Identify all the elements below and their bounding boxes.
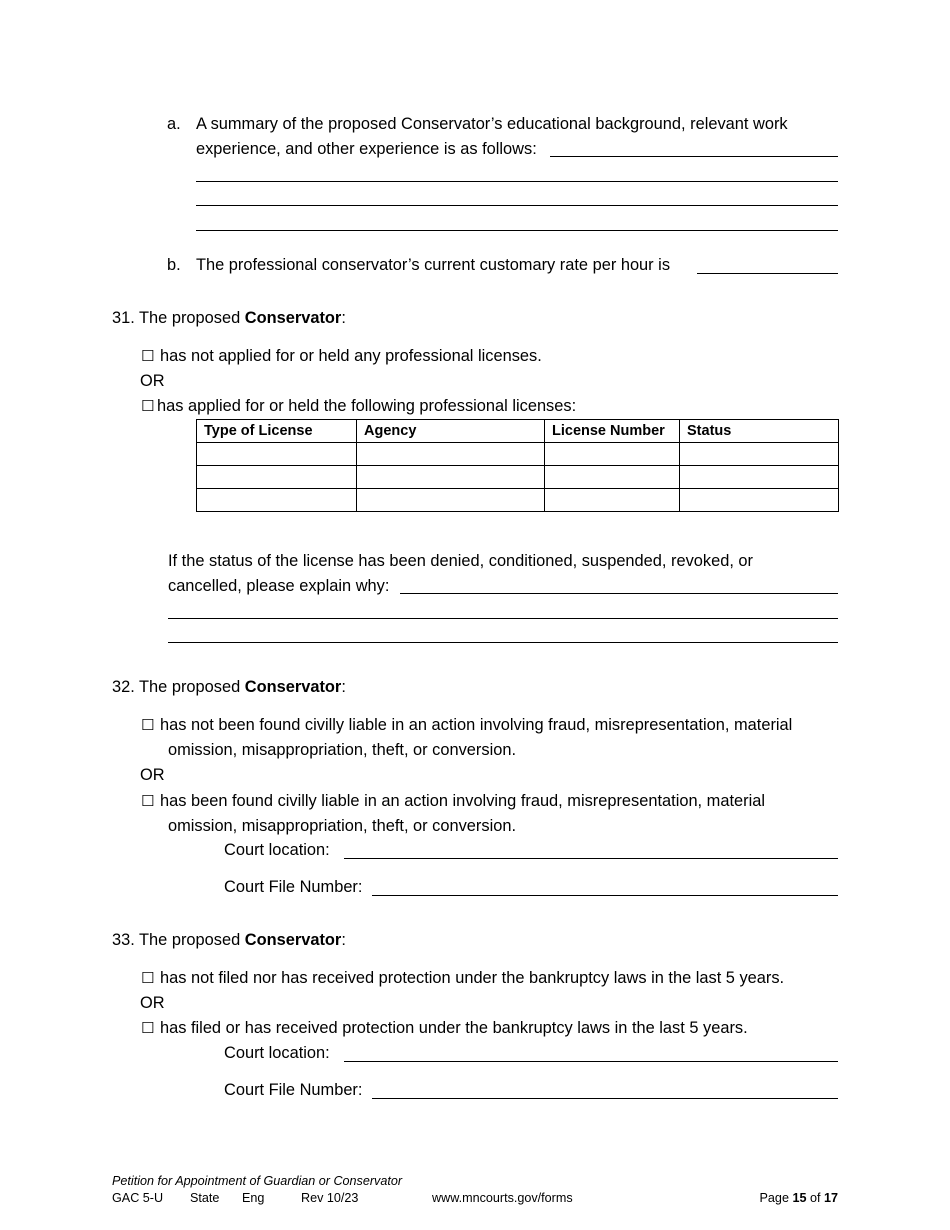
footer-url[interactable]: www.mncourts.gov/forms: [432, 1191, 573, 1205]
header-type-of-license: Type of License: [197, 420, 357, 443]
q31-option1-label: has not applied for or held any professional licenses.: [160, 347, 542, 365]
q31-heading: 31. The proposed Conservator:: [112, 309, 346, 327]
q32-option1-checkbox[interactable]: ☐: [141, 716, 155, 734]
q32-option2: [141, 791, 765, 811]
q32-option1: [141, 715, 792, 735]
footer-revision: Rev 10/23: [301, 1191, 359, 1205]
table-cell[interactable]: [680, 489, 839, 512]
experience-field-line4[interactable]: [196, 230, 838, 231]
header-license-number: License Number: [545, 420, 680, 443]
license-table: [196, 419, 839, 512]
table-cell[interactable]: [680, 443, 839, 466]
q33-option2-label: has filed or has received protection under the bankruptcy laws in the last 5 years.: [160, 1019, 748, 1037]
table-cell[interactable]: [545, 443, 680, 466]
q31-option2-label: has applied for or held the following professional licenses:: [157, 397, 577, 415]
q32-option1-label-cont: omission, misappropriation, theft, or conversion.: [168, 741, 517, 759]
item-b-text: The professional conservator’s current customary rate per hour is: [196, 256, 671, 274]
header-status: Status: [680, 420, 839, 443]
footer-form-title: Petition for Appointment of Guardian or Conservator: [112, 1174, 403, 1188]
q32-court-location-label: Court location:: [224, 841, 330, 859]
q32-heading: 32. The proposed Conservator:: [112, 678, 346, 696]
q32-option2-label-cont: omission, misappropriation, theft, or conversion.: [168, 817, 517, 835]
q32-court-file-label: Court File Number:: [224, 878, 363, 896]
q33-option1-checkbox[interactable]: ☐: [141, 969, 155, 987]
footer-language: Eng: [242, 1191, 265, 1205]
table-cell[interactable]: [357, 466, 545, 489]
q33-option2-checkbox[interactable]: ☐: [141, 1019, 155, 1037]
experience-field-line1[interactable]: [550, 156, 838, 157]
q31-option1: [141, 346, 542, 366]
q32-option2-checkbox[interactable]: ☐: [141, 792, 155, 810]
footer-page-number: Page 15 of 17: [759, 1191, 838, 1205]
table-cell[interactable]: [545, 489, 680, 512]
q33-court-location-label: Court location:: [224, 1044, 330, 1062]
q32-option1-label: has not been found civilly liable in an action involving fraud, misrepresentation, material: [160, 716, 793, 734]
table-row: [197, 443, 839, 466]
q31-explain-line1: If the status of the license has been denied, conditioned, suspended, revoked, or: [168, 552, 753, 570]
q33-court-location-field[interactable]: [344, 1061, 838, 1062]
footer-form-code: GAC 5-U: [112, 1191, 164, 1205]
q33-court-file-field[interactable]: [372, 1098, 838, 1099]
item-a-marker: a.: [167, 115, 181, 133]
explain-field-line1[interactable]: [400, 593, 838, 594]
q33-option1: [141, 968, 784, 988]
explain-field-line2[interactable]: [168, 618, 838, 619]
table-cell[interactable]: [357, 443, 545, 466]
table-cell[interactable]: [680, 466, 839, 489]
item-b-marker: b.: [167, 256, 181, 274]
table-cell[interactable]: [357, 489, 545, 512]
q32-option2-label: has been found civilly liable in an action involving fraud, misrepresentation, material: [160, 792, 765, 810]
q32-court-location-field[interactable]: [344, 858, 838, 859]
q33-court-file-label: Court File Number:: [224, 1081, 363, 1099]
table-cell[interactable]: [197, 489, 357, 512]
header-agency: Agency: [357, 420, 545, 443]
hourly-rate-field[interactable]: [697, 273, 838, 274]
q31-explain-line2: cancelled, please explain why:: [168, 577, 390, 595]
table-cell[interactable]: [545, 466, 680, 489]
q32-court-file-field[interactable]: [372, 895, 838, 896]
q33-option1-label: has not filed nor has received protection under the bankruptcy laws in the last 5 years.: [160, 969, 785, 987]
table-row: [197, 489, 839, 512]
q31-option2-checkbox[interactable]: ☐: [141, 397, 155, 415]
q31-option1-checkbox[interactable]: ☐: [141, 347, 155, 365]
q31-option2: [141, 396, 576, 416]
experience-field-line3[interactable]: [196, 205, 838, 206]
table-cell[interactable]: [197, 443, 357, 466]
explain-field-line3[interactable]: [168, 642, 838, 643]
table-row: [197, 466, 839, 489]
table-cell[interactable]: [197, 466, 357, 489]
q32-or: OR: [140, 766, 165, 784]
q33-heading: 33. The proposed Conservator:: [112, 931, 346, 949]
item-a-text-line2: experience, and other experience is as follows:: [196, 140, 537, 158]
q31-or: OR: [140, 372, 165, 390]
footer-state: State: [190, 1191, 220, 1205]
q33-or: OR: [140, 994, 165, 1012]
experience-field-line2[interactable]: [196, 181, 838, 182]
item-a-text-line1: A summary of the proposed Conservator’s educational background, relevant work: [196, 115, 788, 133]
license-table-header-row: [197, 420, 839, 443]
q33-option2: [141, 1018, 748, 1038]
